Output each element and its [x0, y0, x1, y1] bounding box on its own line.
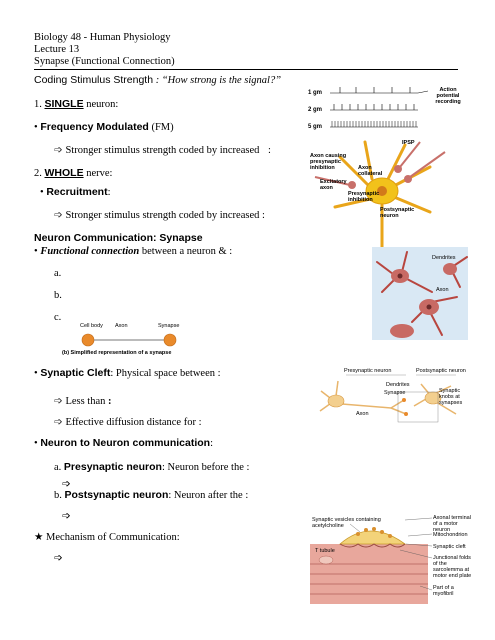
less-than-line: [54, 396, 112, 408]
label-myofibril: Part of a myofibril: [433, 585, 454, 597]
postsynaptic-rest: : Neuron after the :: [168, 490, 249, 501]
label-dendrites-cleft: Dendrites: [386, 382, 410, 388]
item-number: 2.: [34, 168, 42, 179]
bullet: •: [40, 187, 44, 198]
label-presyn-axon: Axon causing presynaptic inhibition: [310, 153, 347, 171]
recruit-arrow-line: [54, 210, 265, 222]
whole-rest: nerve:: [86, 168, 113, 179]
neurons-photo-figure: [372, 247, 468, 340]
coding-heading-line: [34, 74, 281, 87]
label-synapse-cleft: Synapse: [384, 390, 406, 396]
cleft-line: [34, 367, 221, 380]
label-axon-collateral: Axon collateral: [358, 165, 383, 177]
mechanism-text: Mechanism of Communication:: [46, 532, 180, 543]
label-mitochondrion: Mitochondrion: [433, 532, 468, 538]
postsynaptic-label: Postsynaptic neuron: [64, 489, 169, 501]
label-t-tubule: T tubule: [315, 548, 335, 554]
fm-row-label: 2 gm: [308, 107, 323, 113]
label-cell-body: Cell body: [80, 323, 103, 329]
bullet: •: [34, 246, 38, 257]
n2n-label: Neuron to Neuron communication: [40, 437, 211, 449]
label-synaptic-cleft: Synaptic cleft: [433, 544, 466, 550]
label-dendrites: Dendrites: [432, 255, 456, 261]
recruitment-colon: :: [107, 187, 111, 198]
fm-caption: Action potential recording: [435, 87, 461, 105]
label-excitatory-axon: Excitatory axon: [320, 179, 347, 191]
arrow-icon: ➩: [54, 417, 63, 428]
bullet: •: [34, 438, 38, 449]
label-postsyn-neuron: Postsynaptic neuron: [380, 207, 415, 219]
single-rest: neuron:: [86, 99, 119, 110]
n2n-colon: :: [210, 438, 213, 449]
label-synaptic-vesicles: Synaptic vesicles containing acetylcholine: [312, 517, 381, 529]
bullet: •: [34, 122, 38, 133]
single-word: SINGLE: [44, 98, 84, 110]
cleft-label: Synaptic Cleft: [40, 367, 111, 379]
star-icon: ★: [34, 532, 44, 543]
simplified-synapse-figure: [60, 320, 230, 360]
whole-word: WHOLE: [44, 167, 84, 179]
course-title: Biology 48 - Human Physiology: [34, 32, 171, 43]
fm-arrow-text: Stronger stimulus strength coded by increased: [65, 145, 260, 156]
arrow-icon: ➩: [54, 210, 63, 221]
header-rule: [34, 69, 458, 70]
label-synapse: Synapse: [158, 323, 180, 329]
presynaptic-rest: : Neuron before the :: [161, 462, 250, 473]
coding-heading: Coding Stimulus Strength: [34, 74, 154, 86]
label-junctional-folds: Junctional folds of the sarcolemma at motor end plate: [433, 555, 472, 579]
label-presynaptic: Presynaptic neuron: [344, 368, 392, 374]
item-number: 1.: [34, 99, 42, 110]
cleft-figure: [316, 366, 466, 432]
label-synaptic-knobs: Synaptic knobs at synapses: [439, 388, 463, 406]
less-than: Less than: [65, 396, 106, 407]
fm-label: Frequency Modulated: [40, 121, 149, 133]
cleft-rest: : Physical space between :: [110, 368, 221, 379]
mechanism-arrow: ➩: [54, 553, 63, 564]
arrow-icon: ➩: [54, 145, 63, 156]
presynaptic-line: [54, 461, 249, 474]
neuron-synapse-figure: [310, 137, 460, 250]
postsynaptic-arrow: ➩: [62, 511, 71, 522]
list-item-a: a.: [54, 268, 62, 279]
n2n-line: [34, 437, 213, 450]
nmj-figure: [310, 514, 472, 604]
bullet: •: [34, 368, 38, 379]
item-number: b.: [54, 490, 62, 501]
lecture-number: Lecture 13: [34, 44, 80, 55]
label-axon-simplified: Axon: [115, 323, 128, 329]
presynaptic-arrow: ➩: [62, 479, 71, 490]
recruitment-label: Recruitment: [46, 186, 108, 198]
whole-nerve-line: [34, 167, 112, 180]
synapse-heading: Neuron Communication: Synapse: [34, 232, 203, 244]
functional-rest: between a neuron & :: [141, 246, 233, 257]
single-neuron-line: [34, 98, 118, 111]
functional-line: [34, 246, 232, 258]
fm-arrow-end: :: [267, 145, 271, 156]
fm-recording-figure: [300, 83, 470, 135]
recruit-arrow-text: Stronger stimulus strength coded by increased :: [65, 210, 265, 221]
simplified-caption: (b) Simplified representation of a synapse: [62, 350, 172, 356]
postsynaptic-line: [54, 489, 248, 502]
arrow-icon: ➩: [54, 396, 63, 407]
less-than-colon: :: [108, 396, 112, 407]
item-number: a.: [54, 462, 62, 473]
fm-line: [34, 121, 174, 134]
label-axon: Axon: [436, 287, 449, 293]
functional-label: Functional connection: [40, 246, 140, 257]
fm-row-label: 5 gm: [308, 124, 323, 130]
diffusion-line: [54, 417, 202, 429]
mechanism-line: [34, 532, 180, 544]
diffusion-text: Effective diffusion distance for :: [65, 417, 202, 428]
list-item-c: c.: [54, 312, 62, 323]
list-item-b: b.: [54, 290, 62, 301]
label-ipsp: IPSP: [402, 140, 415, 146]
presynaptic-label: Presynaptic neuron: [63, 461, 162, 473]
label-presyn-inhibition: Presynaptic inhibition: [348, 191, 380, 203]
fm-arrow-line: [54, 145, 271, 157]
coding-question: : “How strong is the signal?”: [155, 75, 282, 86]
recruitment-line: [40, 186, 111, 199]
fm-rest: (FM): [151, 122, 174, 133]
label-axon-cleft: Axon: [356, 411, 369, 417]
fm-row-label: 1 gm: [308, 90, 323, 96]
lecture-topic: Synapse (Functional Connection): [34, 56, 175, 67]
label-postsynaptic: Postsynaptic neuron: [416, 368, 466, 374]
label-axonal-terminal: Axonal terminal of a motor neuron: [433, 515, 471, 533]
